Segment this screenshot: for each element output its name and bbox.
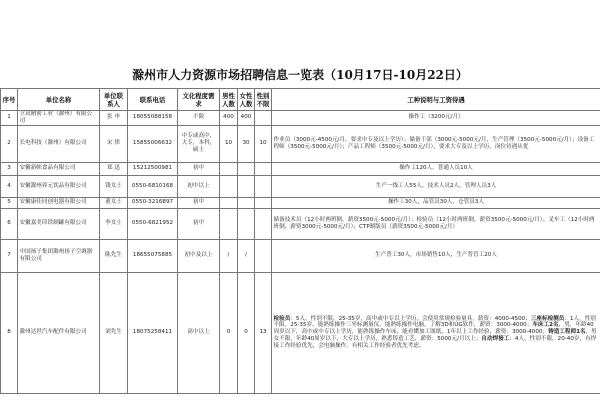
cell-description: 生产一线工人55人，技术人员2人，管理人员3人 [272,175,600,197]
table-row [1,208,600,239]
header-phone: 联系电话 [128,89,178,111]
cell-female [238,197,255,208]
cell-phone: 18055088158 [128,111,178,126]
cell-description: 操作工120人，普通人员10人 [272,162,600,175]
cell-company: 安徽嘉美印铁制罐有限公司 [18,208,100,239]
cell-phone: 0550-6821952 [128,208,178,239]
cell-contact: 宋 律 [100,125,128,162]
table-row [1,111,600,126]
cell-phone: 15212500981 [128,162,178,175]
desc-part: 自动焊接工 [481,336,510,343]
cell-male: 0 [220,272,238,393]
cell-education: 中专或高中，大专，本科，硕士 [178,125,220,162]
cell-contact: 陈先生 [100,239,128,272]
cell-description [272,272,600,393]
cell-unlimited [255,175,272,197]
cell-contact: 张 申 [100,111,128,126]
cell-company: 中国扬子集团滁州扬子空调器有限公司 [18,239,100,272]
cell-contact: 李女士 [100,208,128,239]
cell-phone: 0550-3216897 [128,197,178,208]
cell-description: 操作工（3200元/月） [272,111,600,126]
desc-part: 三座标检测员 [530,315,565,322]
cell-male: / [220,239,238,272]
cell-seq: 5 [1,197,18,208]
table-row [1,239,600,272]
header-company: 单位名称 [18,89,100,111]
cell-education: 初中 [178,208,220,239]
cell-education: 初中 [178,162,220,175]
cell-unlimited: 13 [255,272,272,393]
cell-male [220,175,238,197]
header-seq: 序号 [1,89,18,111]
cell-female [238,208,255,239]
cell-contact: 郑 迅 [100,162,128,175]
cell-description: 操作工30人，品管员30人，仓管员3人 [272,197,600,208]
cell-male [220,208,238,239]
cell-contact: 钱女士 [100,175,128,197]
cell-education: 高中以上 [178,272,220,393]
cell-description: 生产普工30人，市场销售10人，生产普管工20人 [272,239,600,272]
cell-seq: 8 [1,272,18,393]
cell-seq: 2 [1,125,18,162]
desc-part: 检验员 [273,315,291,322]
cell-seq: 3 [1,162,18,175]
cell-contact: 董女士 [100,197,128,208]
page-title: 滁州市人力资源市场招聘信息一览表（10月17日-10月22日） [132,68,468,82]
header-female: 女性人数 [238,89,255,111]
desc-part: ：4人，性别不限，20-40岁，有焊接工作经验优先，会电脑操作，有相关工作经验者优先考虑。 [273,336,597,350]
cell-company: 滁州达世汽车配件有限公司 [18,272,100,393]
cell-phone: 18075258411 [128,272,178,393]
table-row [1,162,600,175]
cell-male: 400 [220,111,238,126]
cell-contact: 刘先生 [100,272,128,393]
table-row [1,125,600,162]
header-male: 男性人数 [220,89,238,111]
cell-phone: 0550-6810168 [128,175,178,197]
cell-unlimited [255,111,272,126]
cell-education: 初中 [178,197,220,208]
desc-part: 铸造工程师1名 [548,329,586,336]
desc-part: ，男女不限，年龄40周岁以下，大专以上学历，熟悉铸造工艺，薪资：5000元/月以上； [273,329,597,343]
desc-part: 车床工2名 [532,322,559,329]
cell-company: 立讯精密工业（滁州）有限公司 [18,111,100,126]
cell-male: 10 [220,125,238,162]
cell-company: 安徽滁州养元饮品有限公司 [18,175,100,197]
table-header-row [1,89,600,111]
cell-seq: 7 [1,239,18,272]
cell-unlimited: 10 [255,125,272,162]
table-row [1,272,600,393]
cell-phone: 18655075885 [128,239,178,272]
cell-female: 30 [238,125,255,162]
cell-male [220,197,238,208]
cell-unlimited [255,239,272,272]
cell-female: 400 [238,111,255,126]
cell-company: 安徽新帜食品有限公司 [18,162,100,175]
cell-unlimited [255,162,272,175]
cell-female: 0 [238,272,255,393]
cell-description: 作业员（3000元-4500元/月，要求中专及以上学历）；储备干部（3000元-5000元/月，生产管理（3500元-5000元/月）；设备工程师（3500元-5000元/月）；产品工程师（3500元-5000元/月），要求大专及以上学历，岗位待遇从优 [272,125,600,162]
header-unlimited: 性别不限 [255,89,272,111]
header-contact: 单位联系人 [100,89,128,111]
desc-part: ：5人，性别不限，25-35岁，高中或中专以上学历，会使用常规检验量具，薪资：4000-4500； [290,315,531,322]
cell-female [238,175,255,197]
cell-seq: 6 [1,208,18,239]
table-row [1,197,600,208]
recruitment-table [0,88,600,394]
header-education: 文化程度需求 [178,89,220,111]
cell-description: 储备技术员（12小时两班倒，薪资3500元-5000元/月）；检验员（12小时两班倒，薪资3500元-5000元/月）；叉车工（12小时两班倒，薪资3000元-5000元/月）；CTP制版员（薪资3500元-5000元/月） [272,208,600,239]
cell-female [238,162,255,175]
table-row [1,175,600,197]
cell-unlimited [255,197,272,208]
desc-part: ，男，年龄40周岁以下，高中或中专以上学历，能熟练操作车床，能看懂加工图纸，1年以上工作经验，薪资：3000-4000； [273,322,594,336]
cell-education: 初中以上 [178,175,220,197]
cell-male [220,162,238,175]
cell-seq: 4 [1,175,18,197]
cell-seq: 1 [1,111,18,126]
desc-part: ：1人，性别不限，25-35岁，能熟练操作三坐标测量仪，能熟练操作电脑，了解3D和UG软件，薪资：3000-4000； [273,315,596,329]
cell-unlimited [255,208,272,239]
cell-phone: 15855006632 [128,125,178,162]
cell-education: 初中及以上 [178,239,220,272]
cell-female: / [238,239,255,272]
header-description: 工种说明与工资待遇 [272,89,600,111]
cell-company: 长电科技（滁州）有限公司 [18,125,100,162]
cell-company: 安徽康佳同创电器有限公司 [18,197,100,208]
cell-education: 不限 [178,111,220,126]
